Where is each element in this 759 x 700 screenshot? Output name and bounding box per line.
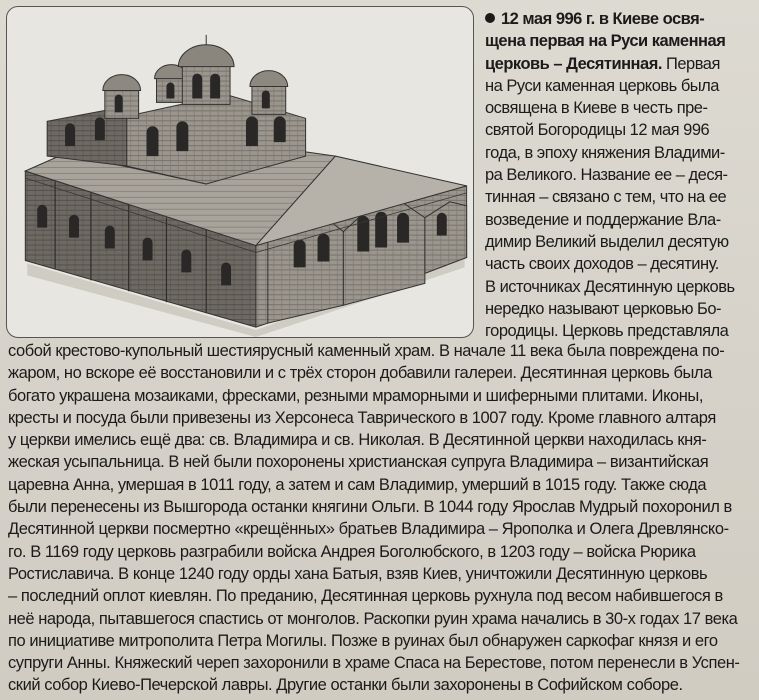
- body-line: В источниках Десятинную церковь: [485, 277, 735, 296]
- headline-line: церковь – Десятинная. Первая: [485, 54, 720, 73]
- body-line: были перенесены из Вышгорода останки княгини Ольги. В 1044 году Ярослав Мудрый похоронил в: [8, 498, 732, 517]
- body-line: святой Богородицы 12 мая 996: [485, 121, 710, 140]
- body-line: богато украшена мозаиками, фресками, резными мраморными и шиферными плитами. Иконы,: [8, 386, 703, 405]
- body-line: неё народа, пытавшегося спастись от монголов. Раскопки руин храма начались в 30-х годах 17 века: [8, 609, 738, 628]
- body-line: у церкви имелись ещё два: св. Владимира и св. Николая. В Десятинной церкви находилась кня-: [8, 431, 707, 450]
- body-line: супруги Анны. Княжеский череп захоронили в храме Спаса на Берестове, потом перенесли в Успен-: [8, 654, 740, 673]
- body-line: жаром, но вскоре её восстановили и с трёх сторон добавили галереи. Десятинная церковь была: [8, 364, 712, 383]
- body-line: – последний оплот киевлян. По преданию, Десятинная церковь рухнула под весом набившегося в: [8, 587, 723, 606]
- body-line: Десятинной церкви посмертно «крещённых» братьев Владимира – Ярополка и Олега Древлянско-: [8, 520, 729, 539]
- body-line: жеская усыпальница. В ней были похоронены христианская супруга Владимира – византийская: [8, 453, 709, 472]
- article-full-column: [8, 340, 753, 697]
- body-line: возведение и поддержание Вла-: [485, 210, 721, 229]
- body-line: нередко называют церковью Бо-: [485, 299, 722, 318]
- bullet-icon: [485, 13, 495, 23]
- body-line: года, в эпоху княжения Владими-: [485, 143, 725, 162]
- body-line: освящена в Киеве в честь пре-: [485, 99, 708, 118]
- body-line: го. В 1169 году церковь разграбили войска Андрея Боголюбского, в 1203 году – войска Рюрика: [8, 542, 696, 561]
- body-line: царевна Анна, умершая в 1011 году, а затем и сам Владимир, умерший в 1015 году. Также сюда: [8, 475, 707, 494]
- church-illustration: [6, 6, 474, 338]
- headline-line: щена первая на Руси каменная: [485, 32, 726, 51]
- body-line: димир Великий выделил десятую: [485, 232, 729, 251]
- body-line: собой крестово-купольный шестиярусный каменный храм. В начале 11 века была повреждена по-: [8, 342, 725, 360]
- body-line: ра Великого. Название ее – деся-: [485, 166, 728, 185]
- article-side-column: [485, 8, 755, 342]
- body-line: кресты и посуда были привезены из Херсонеса Таврического в 1007 году. Кроме главного алтаря: [8, 408, 716, 427]
- body-line: часть своих доходов – десятину.: [485, 255, 719, 274]
- body-line: городицы. Церковь представляла: [485, 322, 729, 341]
- body-line: Ростиславича. В конце 1240 году орды хана Батыя, взяв Киев, уничтожили Десятинную церковь: [8, 564, 708, 583]
- body-line: на Руси каменная церковь была: [485, 76, 719, 95]
- church-drawing-icon: [7, 7, 473, 337]
- body-line: тинная – связано с тем, что на ее: [485, 188, 727, 207]
- headline-line: 12 мая 996 г. в Киеве освя-: [485, 8, 755, 30]
- body-line: по инициативе митрополита Петра Могилы. Позже в руинах был обнаружен саркофаг князя и его: [8, 631, 718, 650]
- body-line: ский собор Киево-Печерской лавры. Другие останки были захоронены в Софийском соборе.: [8, 676, 683, 695]
